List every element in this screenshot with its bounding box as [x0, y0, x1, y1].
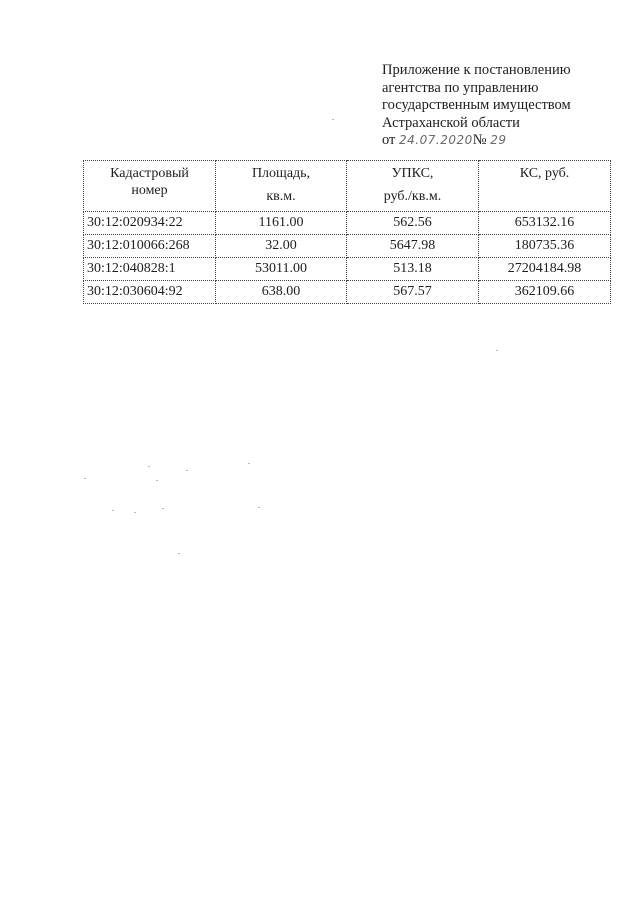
cell-ks: 653132.16	[479, 212, 611, 235]
cell-ks: 180735.36	[479, 235, 611, 258]
scan-speck	[156, 480, 158, 481]
date-number-line	[382, 132, 622, 150]
table-row	[84, 235, 611, 258]
table-header-row	[84, 161, 611, 212]
scan-speck	[248, 463, 250, 464]
scan-speck	[332, 119, 334, 120]
cell-cadastral: 30:12:020934:22	[84, 212, 216, 235]
header-text-line2: кв.м.	[266, 189, 296, 204]
header-line-3: государственным имуществом	[382, 97, 571, 113]
header-line-4: Астраханской области	[382, 114, 520, 131]
cell-upks: 513.18	[347, 258, 479, 281]
header-ks	[479, 161, 611, 212]
date-prefix: от	[382, 132, 396, 148]
cell-upks: 562.56	[347, 212, 479, 235]
cadastral-value-table	[83, 160, 611, 304]
cell-upks: 5647.98	[347, 235, 479, 258]
cell-ks: 362109.66	[479, 281, 611, 304]
header-line-1: Приложение к постановлению	[382, 62, 571, 78]
scan-speck	[112, 510, 114, 511]
header-area	[216, 161, 347, 212]
table-row	[84, 258, 611, 281]
table-row	[84, 281, 611, 304]
header-text-line1: КС, руб.	[519, 166, 570, 181]
header-upks	[347, 161, 479, 212]
cell-area: 53011.00	[216, 258, 347, 281]
cell-area: 32.00	[216, 235, 347, 258]
cell-cadastral: 30:12:030604:92	[84, 281, 216, 304]
scan-speck	[178, 553, 180, 554]
cell-area: 1161.00	[216, 212, 347, 235]
cell-upks: 567.57	[347, 281, 479, 304]
cell-cadastral: 30:12:040828:1	[84, 258, 216, 281]
header-cadastral-number	[84, 161, 216, 212]
scan-speck	[148, 466, 150, 467]
cadastral-table-wrapper	[83, 160, 610, 304]
header-text-line1: Кадастровый	[110, 166, 189, 181]
scan-speck	[162, 508, 164, 509]
cell-area: 638.00	[216, 281, 347, 304]
handwritten-number: 29	[490, 133, 507, 147]
number-sign: №	[472, 132, 487, 148]
header-line-2: агентства по управлению	[382, 79, 539, 96]
scan-speck	[84, 478, 86, 479]
scan-speck	[258, 507, 260, 508]
header-text-line1: УПКС,	[391, 166, 434, 181]
scan-speck	[134, 512, 136, 513]
table-row	[84, 212, 611, 235]
appendix-header	[382, 62, 622, 150]
header-text-line2: руб./кв.м.	[383, 189, 442, 204]
scan-speck	[496, 350, 498, 351]
scan-speck	[186, 470, 188, 471]
cell-ks: 27204184.98	[479, 258, 611, 281]
cell-cadastral: 30:12:010066:268	[84, 235, 216, 258]
header-text-line1: Площадь,	[251, 166, 311, 181]
handwritten-date: 24.07.2020	[399, 133, 473, 147]
header-text-line2: номер	[131, 183, 168, 198]
